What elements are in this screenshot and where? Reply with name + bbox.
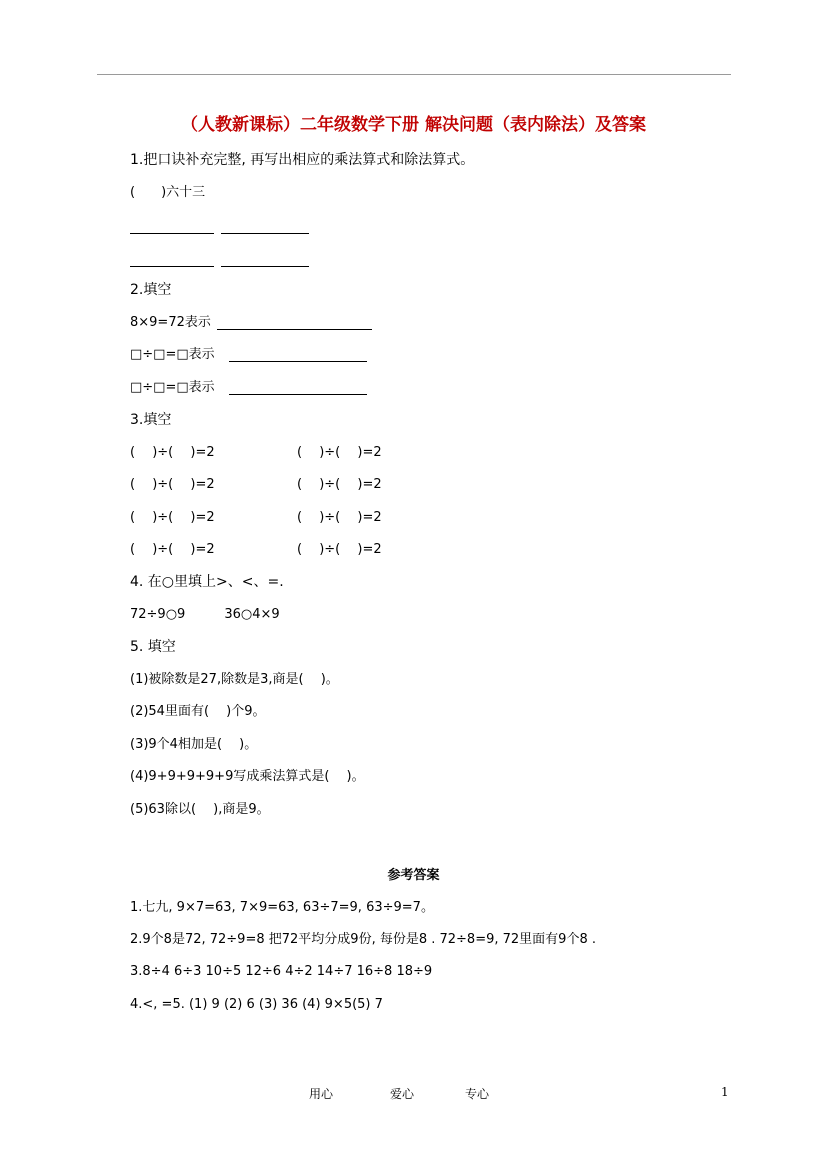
answer-line-1: 1.七九, 9×7=63, 7×9=63, 63÷7=9, 63÷9=7。 <box>130 900 434 915</box>
question-2-line-3: □÷□=□表示 <box>130 380 215 395</box>
question-5-item-3: (3)9个4相加是( )。 <box>130 737 258 752</box>
answer-blank <box>130 233 214 234</box>
question-2-line-1: 8×9=72表示 <box>130 315 211 330</box>
answer-line-4: 4.<, =5. (1) 9 (2) 6 (3) 36 (4) 9×5(5) 7 <box>130 997 383 1012</box>
document-title: （人教新课标）二年级数学下册 解决问题（表内除法）及答案 <box>181 115 646 135</box>
division-expression: ( )÷( )=2 <box>297 542 382 557</box>
division-expression: ( )÷( )=2 <box>297 510 382 525</box>
answers-heading: 参考答案 <box>387 868 440 883</box>
division-expression: ( )÷( )=2 <box>130 542 215 557</box>
footer-item: 用心 <box>309 1087 334 1101</box>
answer-blank <box>221 233 309 234</box>
question-1-line: ( )六十三 <box>130 185 206 200</box>
question-4-heading: 4. 在○里填上>、<、=. <box>130 574 284 590</box>
answer-blank <box>221 266 309 267</box>
answer-blank <box>130 266 214 267</box>
question-2-line-2: □÷□=□表示 <box>130 347 215 362</box>
page-number: 1 <box>721 1085 729 1099</box>
question-5-item-1: (1)被除数是27,除数是3,商是( )。 <box>130 672 339 687</box>
question-5-item-4: (4)9+9+9+9+9写成乘法算式是( )。 <box>130 769 365 784</box>
division-expression: ( )÷( )=2 <box>130 477 215 492</box>
question-5-item-2: (2)54里面有( )个9。 <box>130 704 266 719</box>
answer-blank <box>217 329 372 330</box>
footer-item: 爱心 <box>390 1087 415 1101</box>
division-expression: ( )÷( )=2 <box>297 445 382 460</box>
division-expression: ( )÷( )=2 <box>130 445 215 460</box>
question-5-item-5: (5)63除以( ),商是9。 <box>130 802 270 817</box>
footer-item: 专心 <box>465 1087 490 1101</box>
question-1-heading: 1.把口诀补充完整, 再写出相应的乘法算式和除法算式。 <box>130 152 475 168</box>
division-expression: ( )÷( )=2 <box>130 510 215 525</box>
answer-blank <box>229 394 367 395</box>
answer-line-3: 3.8÷4 6÷3 10÷5 12÷6 4÷2 14÷7 16÷8 18÷9 <box>130 964 433 979</box>
answer-blank <box>229 361 367 362</box>
question-3-heading: 3.填空 <box>130 412 172 428</box>
answer-line-2: 2.9个8是72, 72÷9=8 把72平均分成9份, 每份是8 . 72÷8=9, 72里面有9个8 . <box>130 932 596 947</box>
question-5-heading: 5. 填空 <box>130 639 176 655</box>
header-rule <box>97 74 731 75</box>
question-2-heading: 2.填空 <box>130 282 172 298</box>
question-4-line: 72÷9○9 36○4×9 <box>130 607 280 622</box>
division-expression: ( )÷( )=2 <box>297 477 382 492</box>
